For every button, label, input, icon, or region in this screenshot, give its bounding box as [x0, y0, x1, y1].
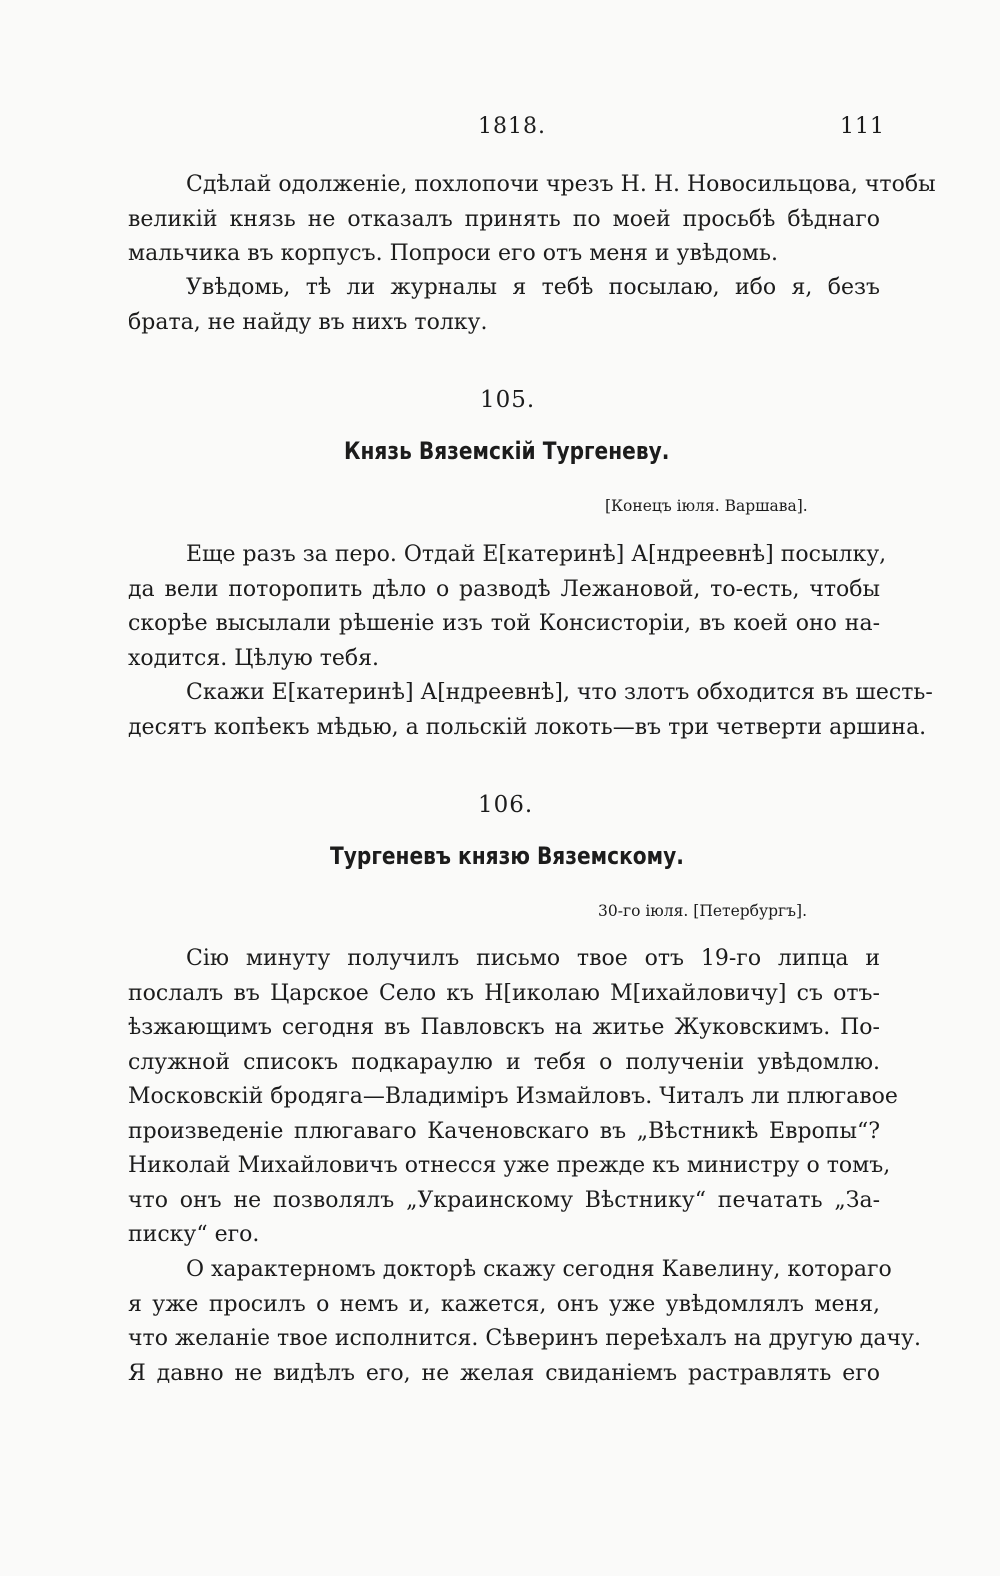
text-line: мальчика въ корпусъ. Попроси его отъ меня и увѣдомь.	[128, 241, 778, 266]
letter-number: 105.	[480, 387, 536, 413]
text-line: десятъ копѣекъ мѣдью, а польскій локоть—въ три четверти аршина.	[128, 714, 927, 740]
text-line: О характерномъ докторѣ скажу сегодня Кавелину, котораго	[186, 1257, 892, 1282]
text-line: писку“ его.	[128, 1222, 260, 1247]
running-header-year: 1818.	[478, 114, 546, 139]
letter-number: 106.	[478, 792, 534, 818]
text-line: ходится. Цѣлую тебя.	[128, 645, 380, 671]
text-line: Сію минуту получилъ письмо твое отъ 19-го липца и	[186, 946, 880, 971]
page-number: 111	[840, 114, 885, 139]
paragraph	[128, 1253, 921, 1391]
paragraph	[128, 271, 880, 340]
text-line: что желаніе твое исполнится. Сѣверинъ переѣхалъ на другую дачу.	[128, 1326, 921, 1351]
paragraph	[128, 676, 933, 745]
text-line: послалъ въ Царское Село къ Н[иколаю М[ихайловичу] съ отъ-	[128, 980, 880, 1006]
letter-title: Князь Вяземскій Тургеневу.	[344, 437, 670, 465]
text-line: великій князь не отказалъ принять по моей просьбѣ бѣднаго	[128, 206, 880, 232]
text-line: скорѣе высылали рѣшеніе изъ той Консисторіи, въ коей оно на-	[128, 611, 880, 636]
text-line: Московскій бродяга—Владиміръ Измайловъ. Читалъ ли плюгавое	[128, 1084, 898, 1109]
text-line: Сдѣлай одолженіе, похлопочи чрезъ Н. Н. Новосильцова, чтобы	[186, 172, 936, 197]
text-line: Еще разъ за перо. Отдай Е[катеринѣ] А[ндреевнѣ] посылку,	[186, 542, 887, 567]
text-line: Скажи Е[катеринѣ] А[ндреевнѣ], что злотъ обходится въ шесть-	[186, 680, 933, 705]
text-line: Увѣдомь, тѣ ли журналы я тебѣ посылаю, ибо я, безъ	[186, 275, 880, 300]
text-line: Я давно не видѣлъ его, не желая свиданіемъ растравлять его	[128, 1360, 880, 1386]
text-line: я уже просилъ о немъ и, кажется, онъ уже увѣдомлялъ меня,	[128, 1291, 880, 1317]
letter-title: Тургеневъ князю Вяземскому.	[330, 842, 684, 870]
text-line: служной списокъ подкараулю и тебя о полученіи увѣдомлю.	[128, 1049, 880, 1075]
text-line: Николай Михайловичъ отнесся уже прежде къ министру о томъ,	[128, 1153, 891, 1178]
paragraph	[128, 942, 898, 1253]
text-line: ѣзжающимъ сегодня въ Павловскъ на житье Жуковскимъ. По-	[128, 1015, 880, 1040]
letter-dateline: [Конецъ іюля. Варшава].	[605, 497, 808, 515]
text-line: да вели поторопить дѣло о разводѣ Лежановой, то-есть, чтобы	[128, 576, 880, 602]
text-line: что онъ не позволялъ „Украинскому Вѣстнику“ печатать „За-	[128, 1187, 880, 1213]
paragraph	[128, 168, 936, 272]
text-line: произведеніе плюгаваго Каченовскаго въ „Вѣстникѣ Европы“?	[128, 1118, 880, 1144]
paragraph	[128, 538, 887, 676]
letter-dateline: 30-го іюля. [Петербургъ].	[598, 902, 808, 920]
text-line: брата, не найду въ нихъ толку.	[128, 309, 488, 335]
